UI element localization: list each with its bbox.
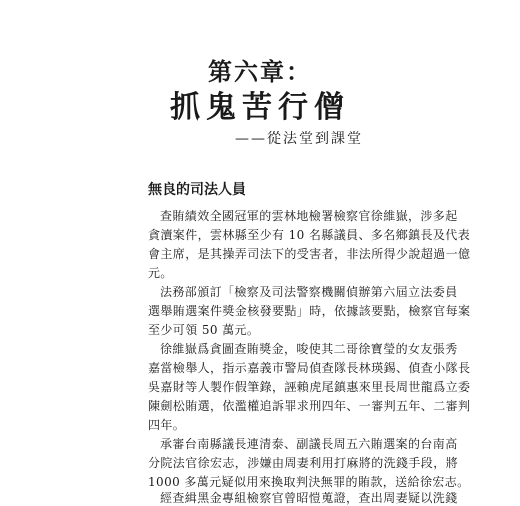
paragraph-4-line-2: 分院法官徐宏志，涉嫌由周妻利用打麻將的洗錢手段，將 (148, 456, 459, 470)
section-heading: 無良的司法人員 (148, 182, 246, 198)
paragraph-3-line-2: 嘉當檢舉人，指示嘉義市警局偵查隊長林瑛錫、偵查小隊長 (148, 361, 471, 375)
paragraph-4-line-3: 1000 多萬元疑似用來換取判決無罪的賄款，送給徐宏志。 (148, 475, 470, 489)
paragraph-3-line-4: 陳劍松賄選，依濫權追訴罪求刑四年、一審判五年、二審判 (148, 399, 471, 413)
paragraph-5-line-1: 經查緝黑金專組檢察官曾昭愷蒐證，查出周妻疑以洗錢 (160, 491, 458, 505)
paragraph-2-line-1: 法務部頒訂「檢察及司法警察機關偵辦第六屆立法委員 (160, 285, 458, 299)
paragraph-3-line-1: 徐維嶽爲貪圖查賄獎金，唆使其二哥徐寶瑩的女友張秀 (160, 342, 458, 356)
paragraph-3-line-5: 四年。 (148, 418, 186, 432)
paragraph-1-line-1: 查賄績效全國冠軍的雲林地檢署檢察官徐維嶽，涉多起 (160, 209, 458, 223)
paragraph-3-line-3: 吳嘉財等人製作假筆錄，誣賴虎尾鎮惠來里長周世龍爲立委 (148, 380, 471, 394)
paragraph-2-line-3: 至少可領 50 萬元。 (148, 323, 260, 337)
paragraph-2-line-2: 選舉賄選案件獎金核發要點」時，依據該要點，檢察官每案 (148, 304, 471, 318)
paragraph-1-line-3: 會主席，是其操弄司法下的受害者，非法所得少說超過一億 (148, 247, 471, 261)
paragraph-1-line-4: 元。 (148, 266, 173, 280)
paragraph-4-line-1: 承審台南縣議長連清泰、副議長周五六賄選案的台南高 (160, 437, 458, 451)
chapter-subtitle: ——從法堂到課堂 (235, 131, 363, 147)
paragraph-1-line-2: 貪瀆案件，雲林縣至少有 10 名縣議員、多名鄉鎮長及代表 (148, 228, 471, 242)
chapter-title: 抓鬼苦行僧 (170, 90, 350, 125)
chapter-number: 第六章： (208, 57, 312, 86)
